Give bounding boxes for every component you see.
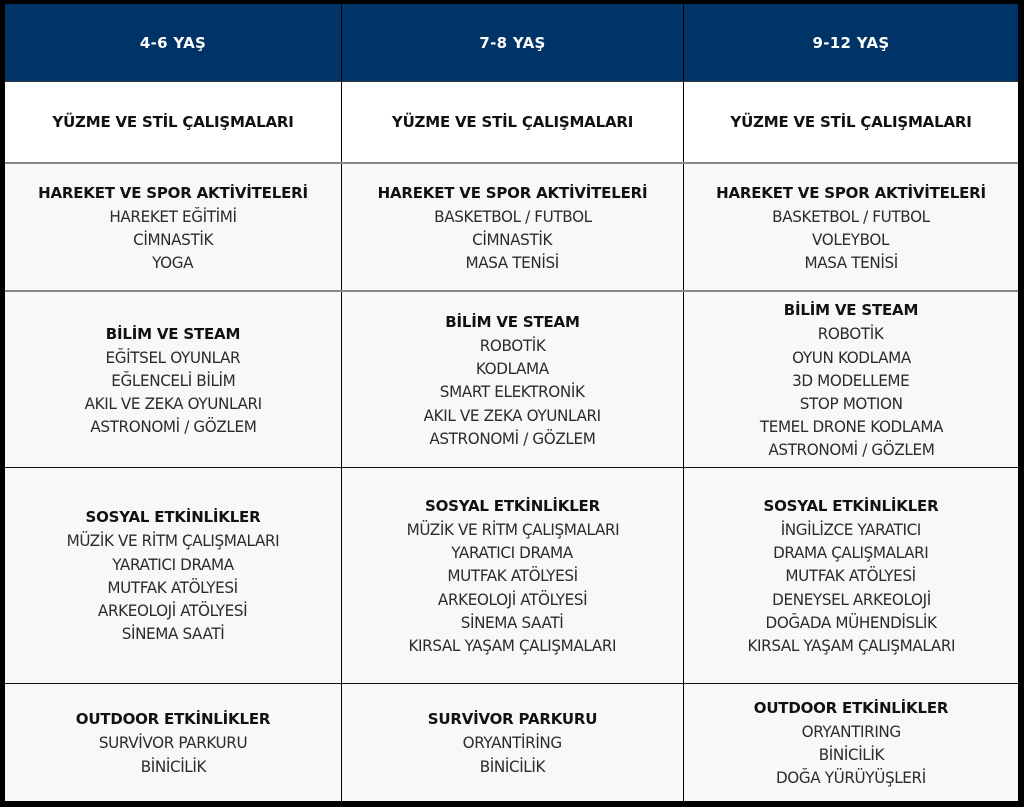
cell-title: YÜZME VE STİL ÇALIŞMALARI [730,113,972,131]
activity-item: KIRSAL YAŞAM ÇALIŞMALARI [408,635,617,655]
activity-item: ARKEOLOJİ ATÖLYESİ [98,601,248,621]
activity-item: KODLAMA [476,359,549,379]
activity-item: DENEYSEL ARKEOLOJİ [771,589,931,609]
table-cell [684,164,1018,292]
activity-item: MUTFAK ATÖLYESİ [785,566,917,586]
table-cell [684,292,1018,469]
activity-item: OYUN KODLAMA [791,347,911,367]
header-age-7-8: 7-8 YAŞ [342,4,684,81]
activity-item: BİNİCİLİK [818,744,884,764]
table-cell [5,684,342,802]
table-cell [342,292,684,469]
activity-item: MASA TENİSİ [465,253,560,273]
activity-item: DRAMA ÇALIŞMALARI [773,543,929,563]
cell-title: OUTDOOR ETKİNLİKLER [753,698,949,717]
table-cell [684,82,1018,163]
row-social [5,467,1018,684]
table-cell [342,164,684,292]
activity-item: CİMNASTİK [472,229,553,249]
activity-item: AKIL VE ZEKA OYUNLARI [84,394,262,413]
activity-item: TEMEL DRONE KODLAMA [759,417,943,437]
activity-item: ASTRONOMİ / GÖZLEM [89,417,257,437]
table-cell [5,82,342,163]
row-swimming [5,81,1018,163]
activity-item: SİNEMA SAATİ [121,624,225,644]
cell-title: YÜZME VE STİL ÇALIŞMALARI [391,113,634,131]
activity-item: BASKETBOL / FUTBOL [433,206,592,226]
table-cell [684,468,1018,684]
table-cell [684,684,1018,802]
activity-item: MUTFAK ATÖLYESİ [107,577,239,597]
table-cell [5,292,342,469]
header-row [5,4,1018,81]
activity-item: İNGİLİZCE YARATICI [780,519,922,539]
activity-item: BİNİCİLİK [140,756,206,776]
activity-item: EĞİTSEL OYUNLAR [105,347,241,367]
cell-title: OUTDOOR ETKİNLİKLER [75,710,271,729]
cell-title: BİLİM VE STEAM [105,324,241,343]
activity-item: 3D MODELLEME [792,370,910,390]
header-age-9-12: 9-12 YAŞ [812,33,890,52]
activity-item: MÜZİK VE RİTM ÇALIŞMALARI [406,519,619,539]
activity-item: CİMNASTİK [133,229,213,249]
table-cell [5,164,342,292]
cell-title: HAREKET VE SPOR AKTİVİTELERİ [716,183,986,202]
activity-item: SMART ELEKTRONİK [440,382,585,402]
cell-title: HAREKET VE SPOR AKTİVİTELERİ [377,183,648,202]
table-cell [342,82,684,163]
activity-item: MUTFAK ATÖLYESİ [447,566,578,586]
activity-item: MASA TENİSİ [804,253,898,273]
activity-table [5,4,1018,801]
activity-item: MÜZİK VE RİTM ÇALIŞMALARI [66,531,280,551]
cell-title: SOSYAL ETKİNLİKLER [763,496,939,515]
table-cell [342,684,684,802]
activity-item: BİNİCİLİK [479,756,546,776]
activity-item: VOLEYBOL [812,229,890,249]
activity-item: ARKEOLOJİ ATÖLYESİ [437,589,588,609]
activity-item: DOĞADA MÜHENDİSLİK [765,612,937,632]
activity-item: ASTRONOMİ / GÖZLEM [429,428,596,448]
row-sports [5,162,1018,292]
cell-title: BİLİM VE STEAM [783,301,919,320]
activity-item: ASTRONOMİ / GÖZLEM [767,440,935,460]
row-science [5,290,1018,469]
table-cell [5,468,342,684]
cell-title: SOSYAL ETKİNLİKLER [425,496,600,515]
activity-item: ROBOTİK [479,335,546,355]
activity-item: EĞLENCELİ BİLİM [110,370,236,390]
activity-item: KIRSAL YAŞAM ÇALIŞMALARI [747,635,955,655]
activity-item: SURVİVOR PARKURU [98,733,248,753]
header-age-4-6: 4-6 YAŞ [5,4,342,81]
row-outdoor [5,683,1018,802]
activity-item: STOP MOTION [799,394,903,413]
activity-item: ROBOTİK [818,324,884,344]
activity-item: YOGA [152,253,194,273]
activity-item: AKIL VE ZEKA OYUNLARI [423,405,602,425]
activity-item: HAREKET EĞİTİMİ [109,206,237,226]
cell-title: HAREKET VE SPOR AKTİVİTELERİ [38,183,308,202]
activity-item: BASKETBOL / FUTBOL [772,206,930,226]
table-cell [342,468,684,684]
activity-item: ORYANTİRİNG [462,733,563,753]
activity-item: DOĞA YÜRÜYÜŞLERİ [776,768,926,788]
activity-item: SİNEMA SAATİ [461,612,564,632]
cell-title: YÜZME VE STİL ÇALIŞMALARI [52,113,294,131]
cell-title: BİLİM VE STEAM [445,312,580,331]
activity-item: ORYANTIRING [801,721,901,741]
activity-item: YARATICI DRAMA [112,554,234,574]
activity-item: YARATICI DRAMA [451,543,574,563]
cell-title: SOSYAL ETKİNLİKLER [85,508,261,527]
cell-title: SURVİVOR PARKURU [427,710,598,729]
